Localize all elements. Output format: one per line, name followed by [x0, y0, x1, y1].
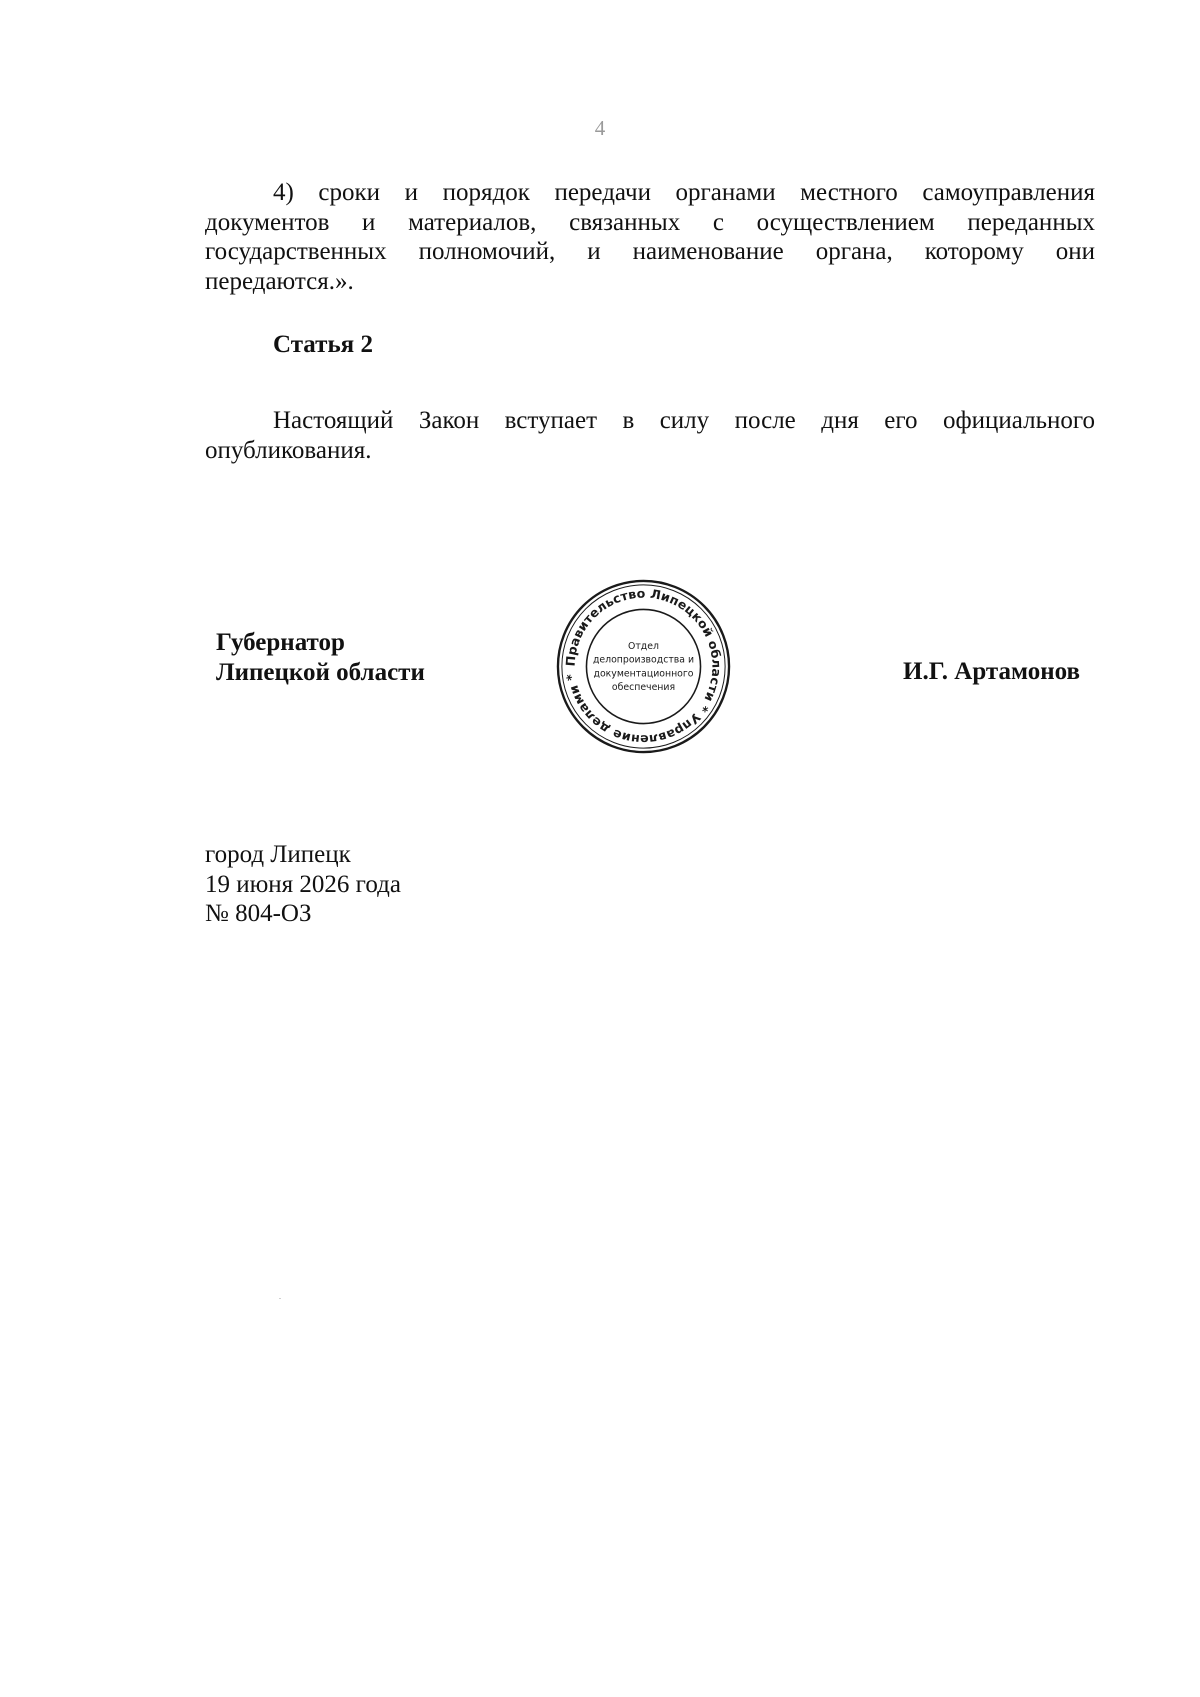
seal-inner-ring	[586, 609, 700, 723]
city: город Липецк	[205, 841, 351, 868]
article-2-text: Настоящий Закон вступает в силу после дня его официального опубликования.	[205, 407, 1095, 464]
seal-inner-line2: делопроизводства и	[592, 654, 695, 666]
signatory-position-line1: Губернатор	[216, 629, 345, 656]
seal-outer-text: Правительство Липецкой области * Управление делами *	[563, 586, 724, 747]
signatory-name: И.Г. Артамонов	[903, 658, 1080, 685]
official-seal	[555, 578, 732, 755]
article-title: Статья 2	[273, 331, 373, 358]
seal-inner-line1: Отдел	[628, 640, 659, 652]
signatory-position	[216, 628, 425, 688]
signatory-position-line2: Липецкой области	[216, 659, 425, 686]
page-number: 4	[594, 116, 606, 140]
law-number: № 804-ОЗ	[205, 900, 312, 927]
seal-inner-line3: документационного	[593, 668, 694, 680]
seal-inner-line4: обеспечения	[611, 682, 676, 694]
item-4-paragraph	[205, 178, 1095, 296]
signing-date: 19 июня 2026 года	[205, 870, 401, 898]
item-4-text: 4) сроки и порядок передачи органами местного самоуправления документов и материалов, связанных с осуществлением переданных государственных полномочий, и наименование органа, которому они передаются.».	[205, 179, 1095, 295]
seal-outer-ring	[558, 581, 729, 752]
place-date-block	[205, 840, 401, 929]
article-2-paragraph	[205, 406, 1095, 465]
scan-artifact	[279, 1298, 281, 1299]
